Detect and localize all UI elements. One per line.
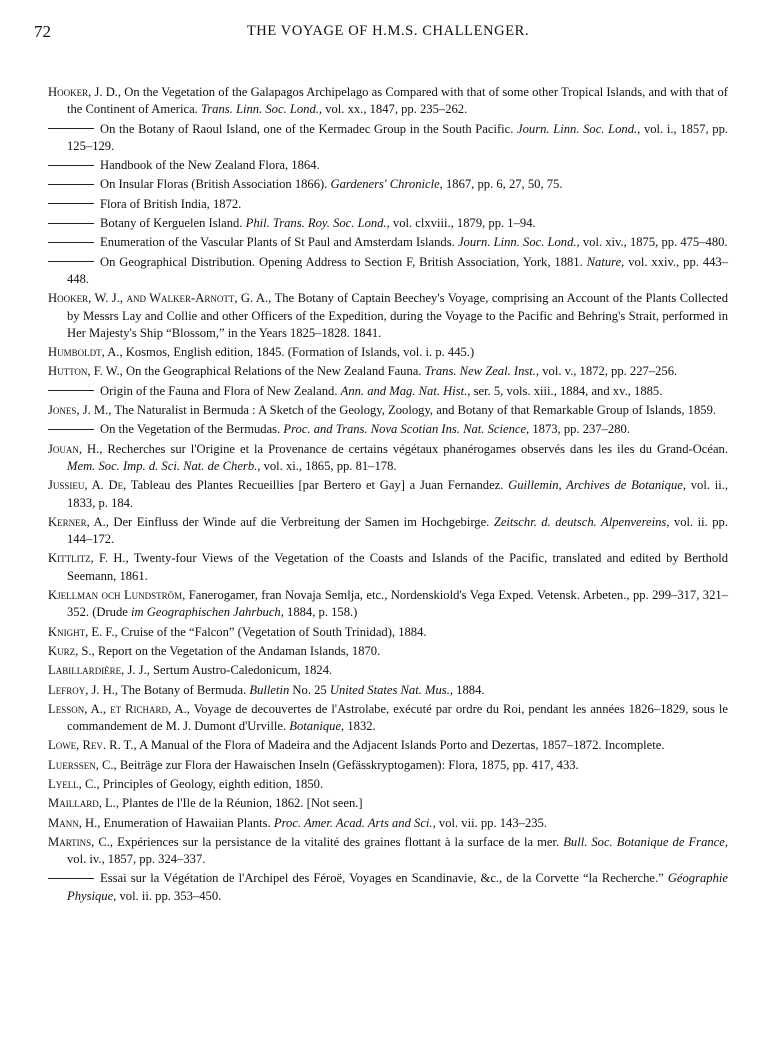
bibliography-entry (48, 587, 728, 622)
bibliography-entry (48, 815, 728, 832)
entry-title: Principles of Geology, eighth edition, 1850. (102, 776, 324, 791)
bibliography-entry (48, 795, 728, 812)
entry-title: On the Vegetation of the Galapagos Archipelago as Compared with that of some other Tropical Islands, and with that of the Continent of America. (67, 85, 728, 117)
entry-details: vol. ii., 1833, p. 184. (67, 478, 728, 510)
entry-title: Expériences sur la persistance de la vitalité des graines flottant à la surface de la mer. (117, 834, 560, 849)
entry-title: Kosmos, English edition, 1845. (Formation of Islands, vol. i. p. 445.) (125, 345, 475, 360)
entry-details: vol. ii. pp. 353–450. (119, 888, 222, 903)
entry-details: 1873, pp. 237–280. (532, 422, 630, 437)
bibliography-entry (48, 757, 728, 774)
entry-author: Kerner, A., (48, 514, 109, 529)
bibliography-entry (48, 624, 728, 641)
entry-author: Hutton, F. W., (48, 364, 123, 379)
entry-source: Gardeners' Chronicle, (330, 177, 443, 192)
entry-title: On the Geographical Relations of the New Zealand Fauna. (125, 364, 422, 379)
entry-source: Bulletin (249, 682, 290, 697)
entry-title: Flora of British India, 1872. (100, 196, 242, 211)
entry-source: im Geographischen Jahrbuch, (131, 605, 284, 620)
entry-title: Voyage de decouvertes de l'Astrolabe, exécuté par ordre du Roi, pendant les années 1826–1829, sous le commandement de M. J. Dumont d'Urville. (67, 701, 728, 734)
entry-title: Tableau des Plantes Recueillies [par Bertero et Gay] a Juan Fernandez. (130, 478, 504, 493)
bibliography-entry (48, 834, 728, 869)
entry-details: 1832. (347, 719, 376, 734)
entry-details: vol. clxviii., 1879, pp. 1–94. (392, 216, 536, 231)
bibliography-entry (48, 254, 728, 289)
entry-author: Luerssen, C., (48, 757, 117, 772)
entry-title: Beiträge zur Flora der Hawaischen Inseln (Gefässkryptogamen): Flora, 1875, pp. 417, 433. (119, 757, 579, 772)
entry-details: vol. ii. pp. 144–172. (67, 514, 728, 547)
bibliography-entry (48, 870, 728, 905)
bibliography-entry (48, 441, 728, 476)
bibliography-entry (48, 643, 728, 660)
entry-title: Twenty-four Views of the Vegetation of the Coasts and Islands of the Pacific, translated and edited by Berthold Seemann, 1861. (67, 551, 729, 583)
bibliography-entry (48, 215, 728, 232)
entry-details: vol. xx., 1847, pp. 235–262. (325, 102, 468, 117)
entry-details: vol. vii. pp. 143–235. (438, 815, 547, 830)
entry-title: Botany of Kerguelen Island. (100, 216, 243, 231)
entry-source: Journ. Linn. Soc. Lond., (457, 235, 580, 250)
entry-source: Mem. Soc. Imp. d. Sci. Nat. de Cherb., (67, 458, 261, 473)
entry-source: Bull. Soc. Botanique de France, (563, 834, 728, 849)
entry-title: On the Vegetation of the Bermudas. (100, 422, 281, 437)
bibliography-entry (48, 234, 728, 251)
bibliography-entry (48, 176, 728, 193)
entry-author: Lyell, C., (48, 776, 100, 791)
entry-title: Fanerogamer, fran Novaja Semlja, etc., Nordenskiold's Vega Exped. Vetensk. Arbeten., pp. 299–317, 321–352. (Drude (67, 588, 728, 620)
page-number: 72 (34, 22, 51, 41)
bibliography-entry (48, 363, 728, 380)
bibliography-list (48, 84, 728, 907)
entry-details: vol. xi., 1865, pp. 81–178. (263, 458, 397, 473)
entry-source: Trans. Linn. Soc. Lond., (200, 102, 323, 117)
bibliography-entry (48, 402, 728, 419)
entry-author: Hooker, W. J., and Walker-Arnott, G. A., (48, 291, 272, 306)
entry-details: vol. xiv., 1875, pp. 475–480. (582, 235, 728, 250)
running-title: THE VOYAGE OF H.M.S. CHALLENGER. (246, 23, 530, 39)
bibliography-entry (48, 196, 728, 213)
entry-details: ser. 5, vols. xiii., 1884, and xv., 1885. (473, 383, 663, 398)
entry-details: No. 25 (292, 682, 327, 697)
entry-title: Recherches sur l'Origine et la Provenance de certains végétaux phanérogames observés dans les iles du Grand-Océan. (107, 441, 729, 456)
entry-title: Origin of the Fauna and Flora of New Zealand. (100, 383, 338, 398)
bibliography-entry (48, 550, 728, 585)
entry-details: vol. v., 1872, pp. 227–256. (542, 364, 678, 379)
bibliography-entry (48, 514, 728, 549)
entry-title: Report on the Vegetation of the Andaman Islands, 1870. (97, 643, 381, 658)
entry-title: Essai sur la Végétation de l'Archipel des Féroë, Voyages en Scandinavie, &c., de la Corvette “la Recherche.” (100, 871, 664, 886)
entry-source: Trans. New Zeal. Inst., (424, 364, 540, 379)
ditto-dash (48, 184, 94, 185)
entry-title: A Manual of the Flora of Madeira and the Adjacent Islands Porto and Dezertas, 1857–1872. Incomplete. (139, 738, 665, 753)
bibliography-entry (48, 701, 728, 736)
entry-author: Kjellman och Lundström, (48, 588, 186, 603)
entry-title: On Geographical Distribution. Opening Address to Section F, British Association, York, 1881. (100, 254, 583, 269)
entry-title: Enumeration of the Vascular Plants of St Paul and Amsterdam Islands. (100, 235, 455, 250)
entry-author: Kittlitz, F. H., (48, 551, 129, 566)
entry-title: On the Botany of Raoul Island, one of the Kermadec Group in the South Pacific. (100, 121, 514, 136)
bibliography-entry (48, 157, 728, 174)
entry-source: Journ. Linn. Soc. Lond., (517, 121, 641, 136)
ditto-dash (48, 203, 94, 204)
entry-source: Ann. and Mag. Nat. Hist., (340, 383, 471, 398)
entry-title: Cruise of the “Falcon” (Vegetation of South Trinidad), 1884. (120, 624, 427, 639)
entry-source: Guillemin, Archives de Botanique, (508, 478, 686, 493)
entry-author: Hooker, J. D., (48, 85, 122, 99)
bibliography-entry (48, 84, 728, 119)
ditto-dash (48, 223, 94, 224)
entry-details: vol. xxiv., pp. 443–448. (67, 254, 729, 286)
entry-details: vol. i., 1857, pp. 125–129. (67, 121, 729, 153)
entry-title: The Naturalist in Bermuda : A Sketch of the Geology, Zoology, and Botany of that Remarkable Group of Islands, 1859. (114, 403, 717, 418)
ditto-dash (48, 165, 94, 166)
ditto-dash (48, 390, 94, 391)
entry-title: Der Einfluss der Winde auf die Verbreitung der Samen im Hochgebirge. (113, 514, 490, 529)
entry-source: Proc. and Trans. Nova Scotian Ins. Nat. Science, (283, 422, 530, 437)
bibliography-entry (48, 776, 728, 793)
entry-title: The Botany of Captain Beechey's Voyage, comprising an Account of the Plants Collected by Messrs Lay and Collie and other Officers of the Expedition, during the Voyage to the Pacific and Behring's Strait, performed in Her Majesty's Ship “Blossom,” in the Years 1825–1828. 1841. (67, 291, 729, 340)
bibliography-entry (48, 662, 728, 679)
entry-author: Lowe, Rev. R. T., (48, 738, 137, 753)
entry-author: Kurz, S., (48, 643, 95, 658)
entry-details: 1867, pp. 6, 27, 50, 75. (445, 177, 563, 192)
bibliography-entry (48, 344, 728, 361)
ditto-dash (48, 128, 94, 129)
entry-details: 1884, p. 158.) (287, 605, 358, 620)
entry-source: Phil. Trans. Roy. Soc. Lond., (245, 216, 390, 231)
ditto-dash (48, 242, 94, 243)
entry-author: Lefroy, J. H., (48, 682, 119, 697)
entry-author: Jouan, H., (48, 441, 103, 456)
bibliography-entry (48, 121, 728, 156)
entry-author: Jones, J. M., (48, 403, 112, 418)
page-header (34, 22, 742, 46)
entry-title: Sertum Austro-Caledonicum, 1824. (153, 663, 333, 678)
entry-source: Géographie Physique, (67, 871, 728, 903)
entry-source: Proc. Amer. Acad. Arts and Sci., (273, 815, 436, 830)
ditto-dash (48, 878, 94, 879)
entry-author: Martins, C., (48, 834, 114, 849)
entry-source: Botanique, (289, 719, 345, 734)
bibliography-entry (48, 290, 728, 342)
entry-details: 1884. (456, 682, 485, 697)
entry-author: Mann, H., (48, 815, 101, 830)
ditto-dash (48, 429, 94, 430)
entry-details: vol. iv., 1857, pp. 324–337. (67, 852, 206, 867)
bibliography-entry (48, 737, 728, 754)
ditto-dash (48, 261, 94, 262)
entry-title: The Botany of Bermuda. (121, 682, 247, 697)
entry-title: Enumeration of Hawaiian Plants. (103, 815, 271, 830)
entry-author: Jussieu, A. De, (48, 478, 127, 493)
entry-source: Zeitschr. d. deutsch. Alpenvereins, (493, 514, 670, 529)
bibliography-entry (48, 682, 728, 699)
entry-author: Humboldt, A., (48, 345, 123, 360)
entry-title: On Insular Floras (British Association 1866). (100, 177, 328, 192)
entry-source: Nature, (586, 254, 625, 269)
entry-title: Handbook of the New Zealand Flora, 1864. (100, 158, 320, 173)
entry-title: Plantes de l'Ile de la Réunion, 1862. [Not seen.] (122, 796, 363, 811)
entry-source: United States Nat. Mus., (329, 682, 454, 697)
bibliography-entry (48, 383, 728, 400)
entry-author: Lesson, A., et Richard, A., (48, 701, 190, 716)
entry-author: Knight, E. F., (48, 624, 118, 639)
entry-author: Labillardière, J. J., (48, 663, 150, 678)
bibliography-entry (48, 477, 728, 512)
bibliography-entry (48, 421, 728, 438)
entry-author: Maillard, L., (48, 796, 119, 811)
